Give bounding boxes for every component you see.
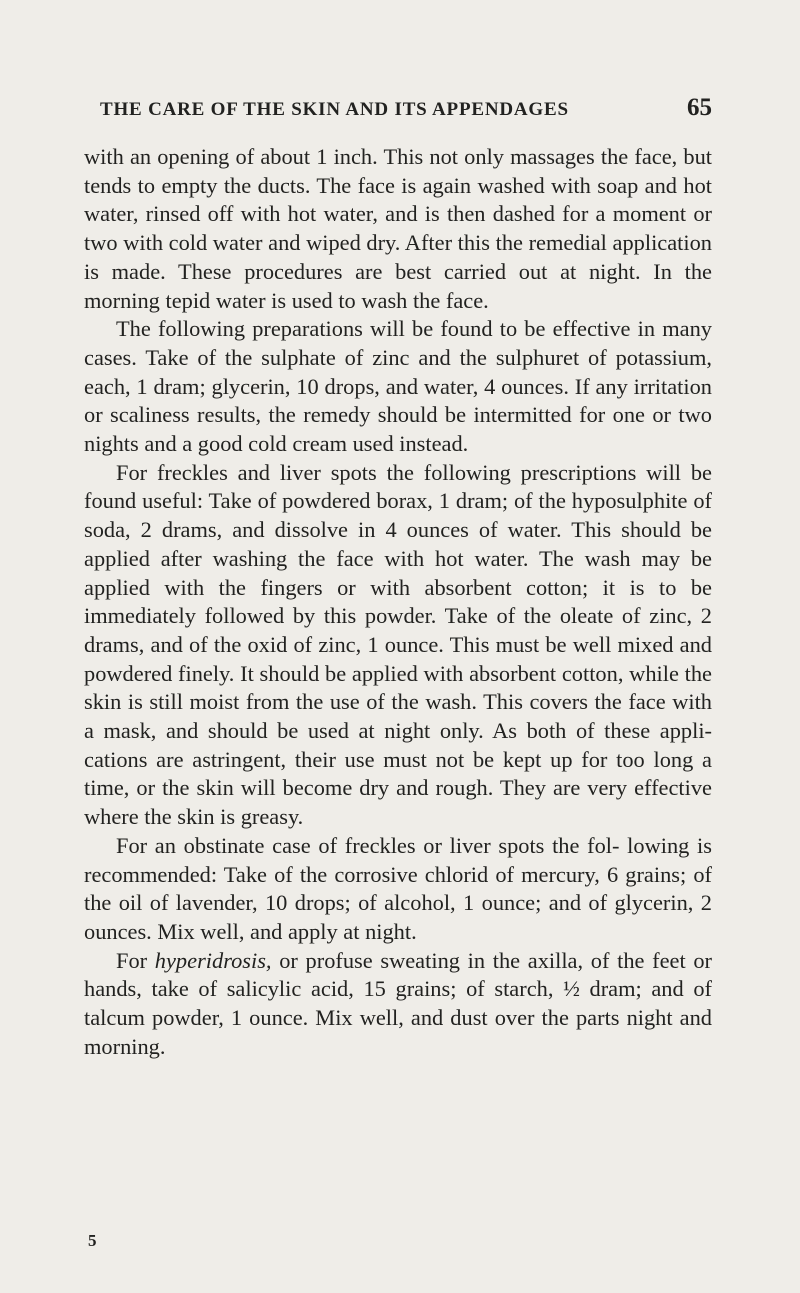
running-header (100, 94, 712, 124)
paragraph-obstinate-freckles: For an obstinate case of freckles or liver spots the fol- lowing is recommended: Take of the corrosive chlorid of mercury, 6 grains; of the oil of lavender, 10 drops; of alcohol, 1 ounce; and of glycerin, 2 ounces. Mix well, and apply at night. (84, 832, 712, 944)
paragraph-hyperidrosis (84, 947, 712, 1062)
body-text (84, 143, 712, 1062)
signature-mark: 5 (88, 1231, 97, 1250)
paragraph-freckles-prescriptions: For freckles and liver spots the following prescriptions will be found useful: Take of powdered borax, 1 dram; of the hyposulphite of soda, 2 drams, and dissolve in 4 ounces of water. This should be applied after washing the face with hot water. The wash may be applied with the fingers or with absorbent cotton; it is to be immediately followed by this powder. Take of the oleate of zinc, 2 drams, and of the oxid of zinc, 1 ounce. This must be well mixed and powdered finely. It should be applied with absorbent cotton, while the skin is still moist from the use of the wash. This covers the face with a mask, and should be used at night only. As both of these appli- cations are astringent, their use must not be kept up for too long a time, or the skin will become dry and rough. They are very effective where the skin is greasy. (84, 459, 712, 830)
page-number: 65 (687, 94, 712, 121)
hyperidrosis-term: hyperidrosis, (154, 947, 272, 973)
paragraph-zinc-preparation: The following preparations will be found to be effective in many cases. Take of the sulphate of zinc and the sulphuret of potassium, each, 1 dram; glycerin, 10 drops, and water, 4 ounces. If any irritation or scaliness results, the remedy should be intermitted for one or two nights and a good cold cream used instead. (84, 316, 712, 457)
paragraph-continuation: with an opening of about 1 inch. This not only massages the face, but tends to empty the ducts. The face is again washed with soap and hot water, rinsed off with hot water, and is then dashed for a moment or two with cold water and wiped dry. After this the remedial application is made. These procedures are best carried out at night. In the morning tepid water is used to wash the face. (84, 144, 712, 313)
hyperidrosis-lead: For (116, 947, 155, 973)
hyperidrosis-text: or profuse sweating in the axilla, of the feet or hands, take of salicylic acid, 15 grains; of starch, ½ dram; and of talcum powder, 1 ounce. Mix well, and dust over the parts night and morning. (84, 947, 713, 1059)
running-title: THE CARE OF THE SKIN AND ITS APPENDAGES (100, 99, 569, 120)
